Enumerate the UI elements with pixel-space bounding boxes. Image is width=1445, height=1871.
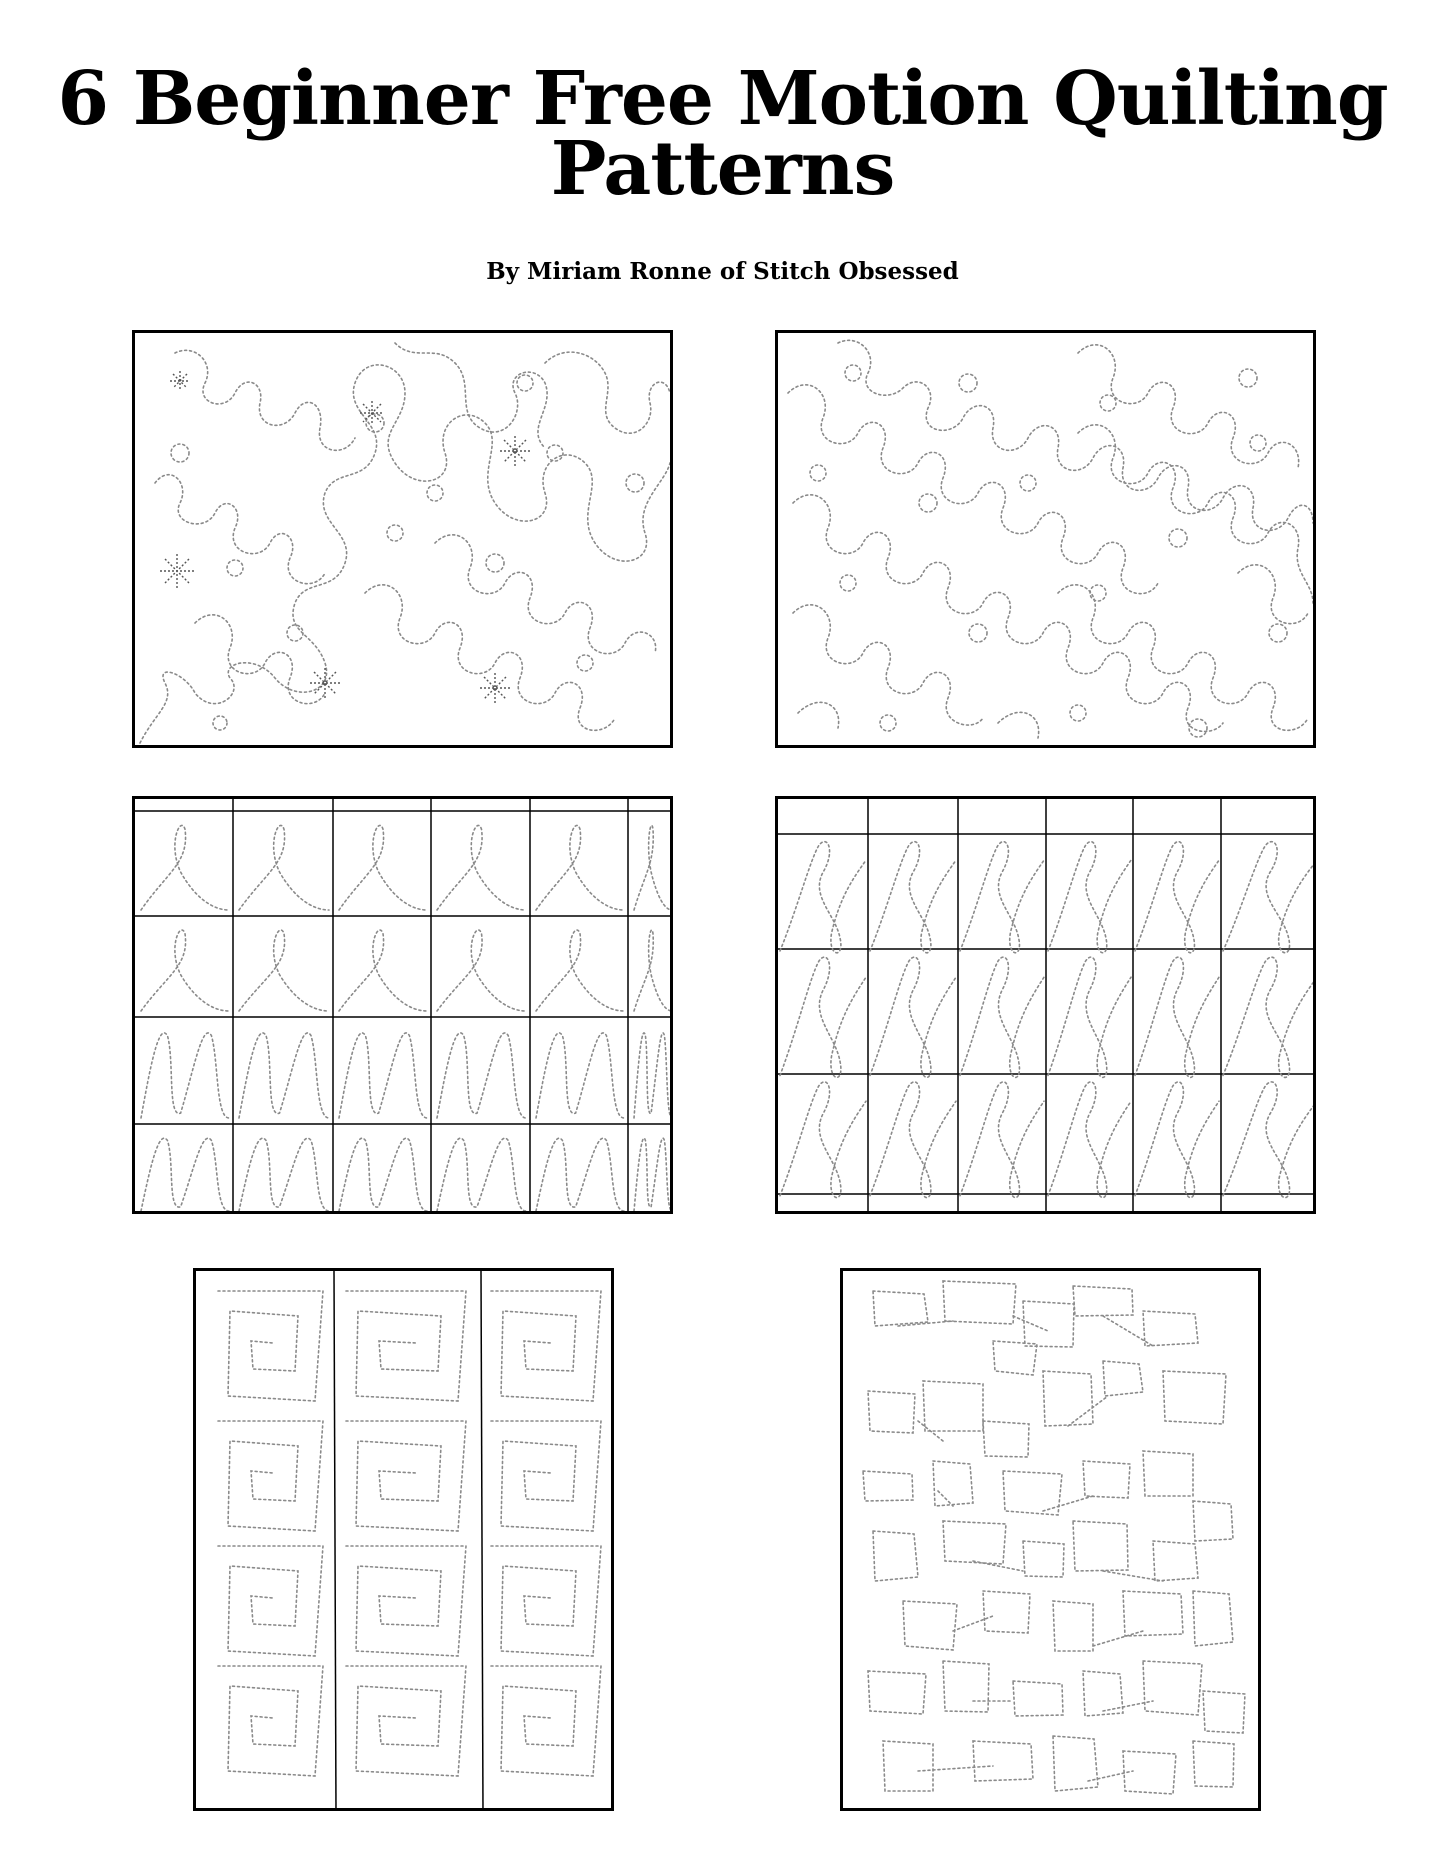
meandering-loops-drawing [778,333,1316,748]
loop-grid-drawing [135,799,673,1214]
title-line-1: 6 Beginner Free Motion Quilting [57,56,1388,142]
byline: By Miriam Ronne of Stitch Obsessed [486,258,959,285]
page-title [0,56,1445,212]
pattern-figure-eight-grid [775,796,1316,1214]
pattern-loop-grid [132,796,673,1214]
pattern-random-boxes [840,1268,1261,1811]
random-boxes-drawing [843,1271,1261,1811]
rectangular-spirals-drawing [196,1271,614,1811]
pattern-meandering-loops [775,330,1316,748]
pattern-rectangular-spirals [193,1268,614,1811]
pattern-loops-and-stars [132,330,673,748]
figure-eight-grid-drawing [778,799,1316,1214]
title-line-2: Patterns [550,126,895,212]
loops-and-stars-drawing [135,333,673,748]
